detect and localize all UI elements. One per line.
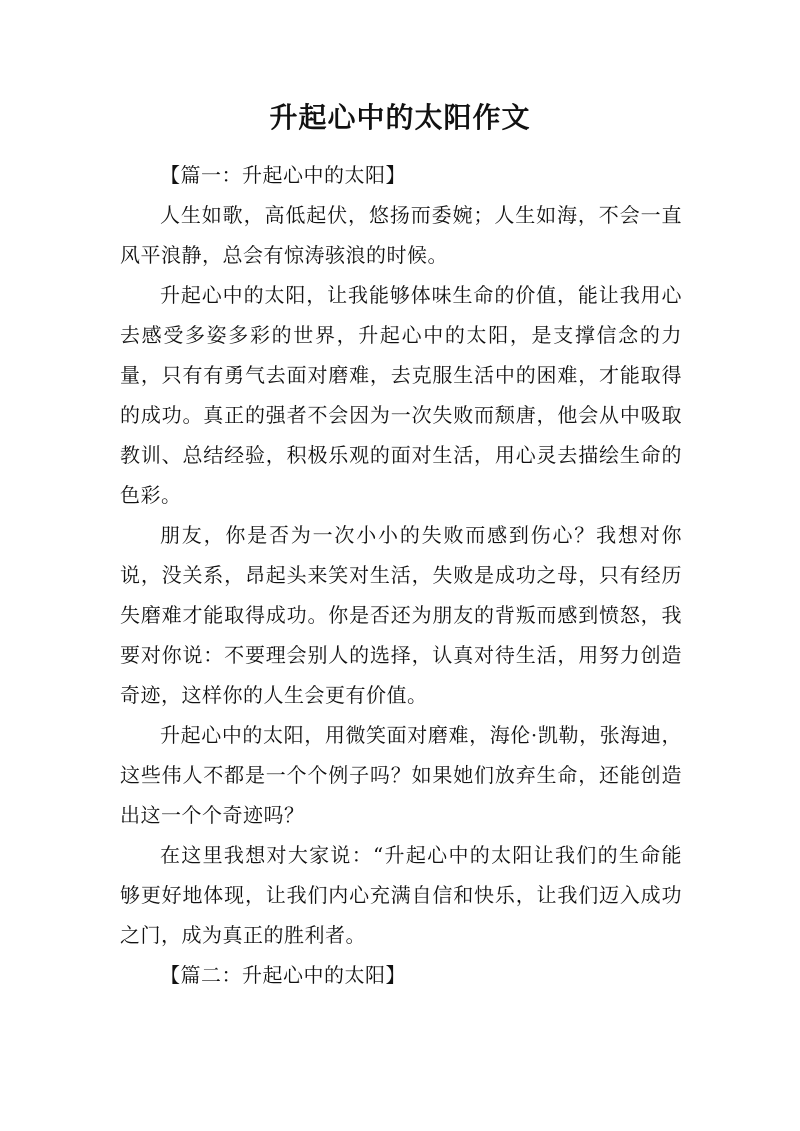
- document-body: [120, 155, 682, 995]
- paragraph-5: 在这里我想对大家说：“升起心中的太阳让我们的生命能够更好地体现，让我们内心充满自信和快乐，让我们迈入成功之门，成为真正的胜利者。: [120, 843, 682, 947]
- paragraph-1: 人生如歌，高低起伏，悠扬而委婉；人生如海，不会一直风平浪静，总会有惊涛骇浪的时候。: [120, 203, 682, 267]
- section-heading-1: 【篇一：升起心中的太阳】: [160, 163, 406, 187]
- document-title: 升起心中的太阳作文: [269, 101, 531, 134]
- paragraph-2: 升起心中的太阳，让我能够体味生命的价值，能让我用心去感受多姿多彩的世界，升起心中的太阳，是支撑信念的力量，只有有勇气去面对磨难，去克服生活中的困难，才能取得的成功。真正的强者不会因为一次失败而颓唐，他会从中吸取教训、总结经验，积极乐观的面对生活，用心灵去描绘生命的色彩。: [120, 283, 682, 507]
- paragraph-4: 升起心中的太阳，用微笑面对磨难，海伦·凯勒，张海迪，这些伟人不都是一个个例子吗？如果她们放弃生命，还能创造出这一个个奇迹吗？: [120, 723, 682, 827]
- paragraph-3: 朋友，你是否为一次小小的失败而感到伤心？我想对你说，没关系，昂起头来笑对生活，失败是成功之母，只有经历失磨难才能取得成功。你是否还为朋友的背叛而感到愤怒，我要对你说：不要理会别人的选择，认真对待生活，用努力创造奇迹，这样你的人生会更有价值。: [120, 523, 682, 707]
- section-heading-2: 【篇二：升起心中的太阳】: [160, 963, 406, 987]
